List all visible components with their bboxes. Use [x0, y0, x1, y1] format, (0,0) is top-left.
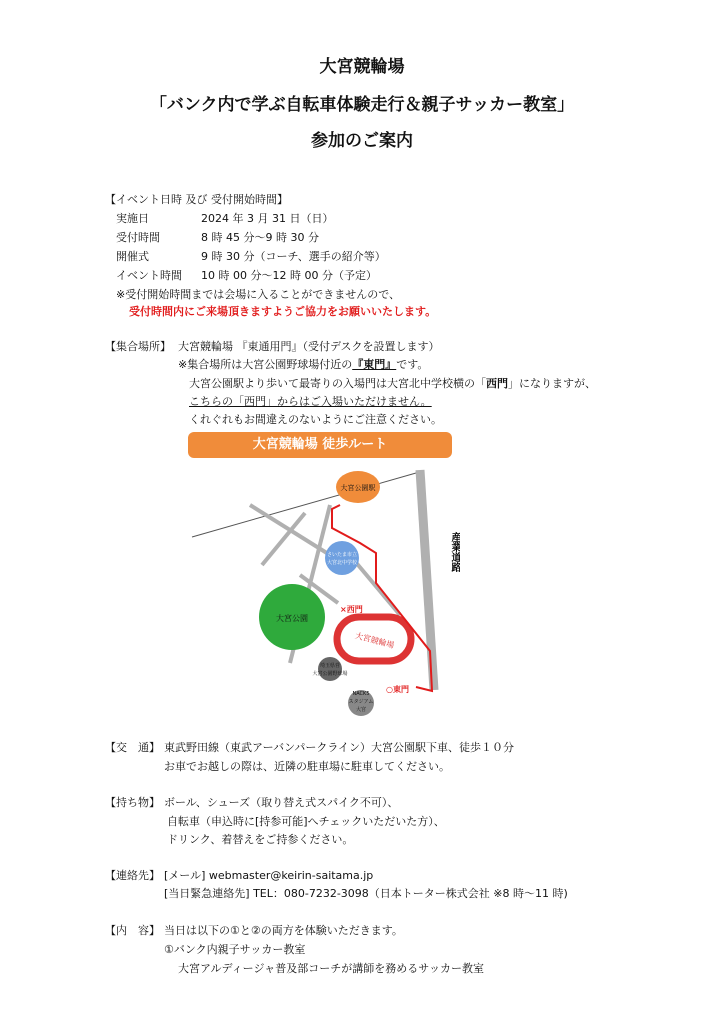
- items-line-2: 自転車（申込時に[持参可能]へチェックいただいた方）、: [167, 815, 445, 828]
- station-label: 大宮公園駅: [340, 484, 376, 492]
- event-time-label: イベント時間: [116, 269, 182, 282]
- meeting-note-2-suffix: 」になりますが、: [508, 377, 596, 390]
- school-circle: [325, 541, 359, 575]
- nack5-label-3: 大宮: [355, 707, 367, 713]
- event-note: ※受付開始時間までは会場に入ることができませんので、: [116, 288, 400, 301]
- content-item-1-desc: 大宮アルディージャ普及部コーチが講師を務めるサッカー教室: [178, 962, 485, 975]
- event-time-value: 10 時 00 分～12 時 00 分（予定）: [201, 269, 377, 282]
- event-note-red: 受付時間内にご来場頂きますようご協力をお願いいたします。: [129, 305, 437, 318]
- opening-label: 開催式: [116, 250, 149, 263]
- stadium-circle: [318, 657, 342, 681]
- map-banner: 大宮競輪場 徒歩ルート: [188, 432, 452, 458]
- items-line-3: ドリンク、着替えをご持参ください。: [167, 833, 354, 846]
- meeting-note-1-prefix: ※集合場所は大宮公園野球場付近の: [178, 358, 353, 371]
- industrial-road: [420, 470, 434, 690]
- stadium-label-1: 埼玉県営: [319, 663, 341, 669]
- meeting-note-2: [189, 377, 596, 391]
- walking-route-map: [180, 465, 460, 725]
- meeting-value: 大宮競輪場 『東通用門』（受付デスクを設置します）: [178, 340, 440, 353]
- event-heading: 【イベント日時 及び 受付開始時間】: [105, 193, 288, 206]
- meeting-note-4: くれぐれもお間違えのないようにご注意ください。: [189, 413, 442, 426]
- industrial-road-label: 産業道路: [420, 532, 460, 543]
- contact-phone: [当日緊急連絡先] TEL：080-7232-3098（日本トーター株式会社 ※8 時～11 時): [164, 887, 568, 900]
- meeting-note-3: こちらの「西門」からはご入場いただけません。: [189, 395, 432, 408]
- reception-label: 受付時間: [116, 231, 160, 244]
- meeting-note-1: [178, 358, 428, 372]
- meeting-label: 【集合場所】: [105, 340, 171, 353]
- road-2: [262, 513, 305, 565]
- east-gate-label: ○東門: [386, 685, 409, 694]
- content-label: 【内 容】: [105, 924, 160, 937]
- reception-value: 8 時 45 分～9 時 30 分: [201, 231, 319, 244]
- content-value: 当日は以下の①と②の両方を体験いただきます。: [164, 924, 403, 937]
- event-date-value: 2024 年 3 月 31 日（日）: [201, 212, 334, 225]
- event-date-label: 実施日: [116, 212, 149, 225]
- meeting-note-2-bold: 西門: [486, 377, 508, 390]
- stadium-label-2: 大宮公園野球場: [312, 671, 348, 677]
- railway-line: [192, 473, 416, 537]
- page-title-venue: 大宮競輪場: [319, 57, 405, 77]
- meeting-note-1-bold: 『東門』: [352, 358, 397, 371]
- access-label: 【交 通】: [105, 741, 160, 754]
- items-label: 【持ち物】: [105, 796, 160, 809]
- page-title-guide: 参加のご案内: [311, 131, 413, 151]
- nack5-label-1: NACK5: [352, 691, 370, 697]
- page-title-event: 「バンク内で学ぶ自転車体験走行＆親子サッカー教室」: [149, 95, 575, 115]
- opening-value: 9 時 30 分（コーチ、選手の紹介等）: [201, 250, 386, 263]
- meeting-note-2-prefix: 大宮公園駅より歩いて最寄りの入場門は大宮北中学校横の「: [189, 377, 486, 390]
- west-gate-label: ×西門: [340, 605, 363, 614]
- nack5-label-2: スタジアム: [348, 699, 374, 705]
- school-label-1: さいたま市立: [326, 552, 358, 558]
- access-note: お車でお越しの際は、近隣の駐車場に駐車してください。: [164, 760, 450, 773]
- track-label: 大宮競輪場: [354, 631, 396, 651]
- contact-mail[interactable]: [メール] webmaster@keirin-saitama.jp: [164, 869, 374, 882]
- items-value: ボール、シューズ（取り替え式スパイク不可）、: [164, 796, 399, 809]
- park-label: 大宮公園: [276, 614, 308, 623]
- access-value: 東武野田線（東武アーバンパークライン）大宮公園駅下車、徒歩１０分: [164, 741, 515, 754]
- content-item-1: ①バンク内親子サッカー教室: [164, 943, 306, 956]
- school-label-2: 大宮北中学校: [326, 560, 358, 566]
- contact-label: 【連絡先】: [105, 869, 160, 882]
- meeting-note-1-suffix: です。: [396, 358, 429, 371]
